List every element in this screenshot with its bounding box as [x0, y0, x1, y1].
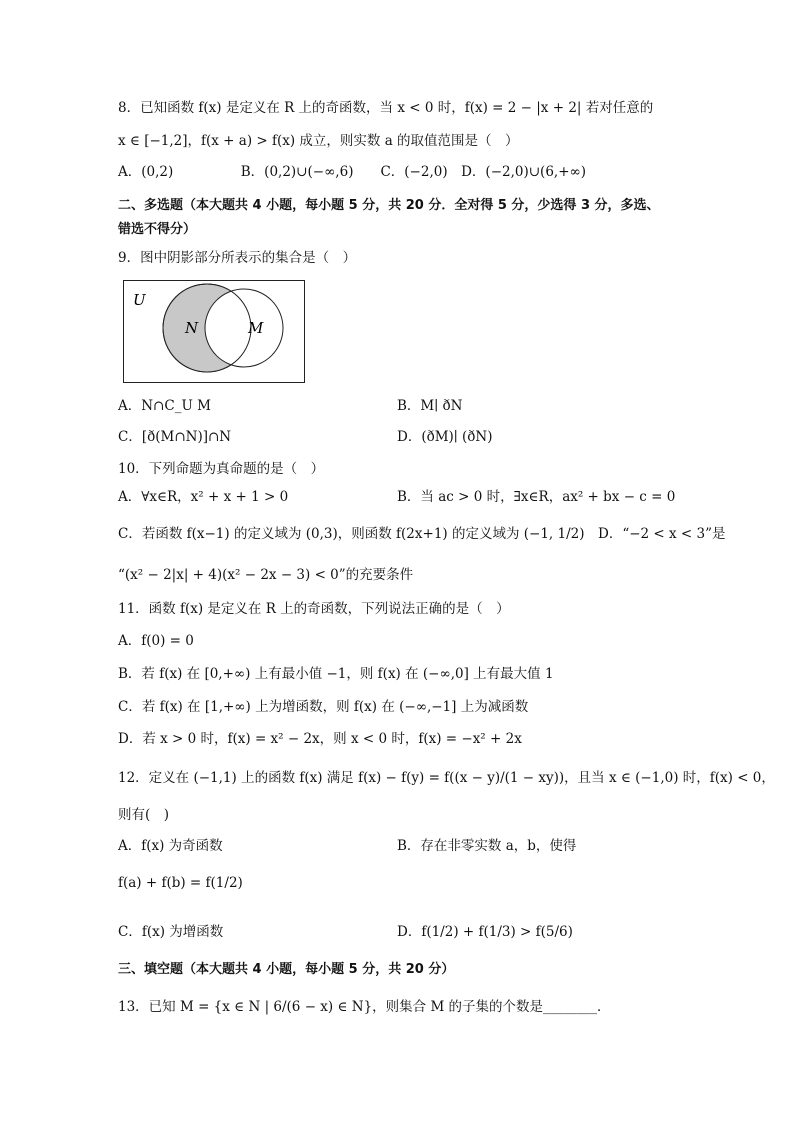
q11-stem: 11．函数 f(x) 是定义在 R 上的奇函数，下列说法正确的是（ ） [118, 601, 510, 617]
q8-options: A．(0,2) B．(0,2)∪(−∞,6) C．(−2,0) D．(−2,0)∪(6,+∞) [118, 164, 587, 180]
label-m: M [248, 319, 264, 337]
q11-option-a: A．f(0) = 0 [118, 633, 194, 649]
q12-stem-cont: 则有( ) [118, 807, 170, 823]
q12-option-d: D．f(1/2) + f(1/3) > f(5/6) [397, 924, 573, 940]
section3-heading: 三、填空题（本大题共 4 小题，每小题 5 分，共 20 分） [118, 962, 455, 977]
label-n: N [185, 319, 199, 337]
q13-stem: 13．已知 M = {x ∈ N | 6/(6 − x) ∈ N}，则集合 M 的子集的个数是________． [118, 999, 611, 1015]
q11-option-d: D．若 x > 0 时，f(x) = x² − 2x，则 x < 0 时，f(x) = −x² + 2x [118, 731, 522, 747]
q8-line2: x ∈ [−1,2]，f(x + a) > f(x) 成立，则实数 a 的取值范围是（ ） [118, 133, 519, 149]
set-m-circle [205, 289, 283, 367]
q10-option-a: A．∀x∈R，x² + x + 1 > 0 [118, 489, 289, 505]
q9-option-c: C．[ð(M∩N)]∩N [118, 429, 232, 445]
q12-option-a: A．f(x) 为奇函数 [118, 838, 223, 854]
q12-option-c: C．f(x) 为增函数 [118, 924, 224, 940]
q9-option-a: A．N∩C_U M [118, 398, 211, 414]
q11-option-b: B．若 f(x) 在 [0,+∞) 上有最小值 −1，则 f(x) 在 (−∞,0] 上有最大值 1 [118, 666, 554, 682]
section2-heading-cont: 错选不得分） [118, 222, 197, 237]
q8-line1: 8．已知函数 f(x) 是定义在 R 上的奇函数，当 x < 0 时，f(x) = 2 − |x + 2| 若对任意的 [118, 100, 654, 116]
q9-option-d: D．(ðM)∣ (ðN) [397, 429, 493, 445]
q10-stem: 10．下列命题为真命题的是（ ） [118, 461, 325, 477]
q12-option-b: B．存在非零实数 a，b，使得 [397, 838, 577, 854]
q10-option-d-cont: “(x² − 2|x| + 4)(x² − 2x − 3) < 0”的充要条件 [118, 567, 414, 583]
section2-heading: 二、多选题（本大题共 4 小题，每小题 5 分，共 20 分．全对得 5 分，少选得 3 分，多选、 [118, 198, 660, 213]
q9-option-b: B．M∣ ðN [397, 398, 463, 414]
q9-stem: 9．图中阴影部分所表示的集合是（ ） [118, 250, 357, 266]
label-u: U [133, 291, 146, 309]
q12-option-b-cont: f(a) + f(b) = f(1/2) [118, 875, 243, 891]
q11-option-c: C．若 f(x) 在 [1,+∞) 上为增函数，则 f(x) 在 (−∞,−1] 上为减函数 [118, 699, 529, 715]
venn-diagram [123, 280, 305, 383]
q10-option-c: C．若函数 f(x−1) 的定义域为 (0,3)，则函数 f(2x+1) 的定义域为 (−1, 1/2) D．“−2 < x < 3”是 [118, 526, 726, 542]
q12-stem: 12．定义在 (−1,1) 上的函数 f(x) 满足 f(x) − f(y) = f((x − y)/(1 − xy))，且当 x ∈ (−1,0) 时，f(x) < 0， [118, 770, 775, 786]
q10-option-b: B．当 ac > 0 时，∃x∈R，ax² + bx − c = 0 [397, 489, 676, 505]
